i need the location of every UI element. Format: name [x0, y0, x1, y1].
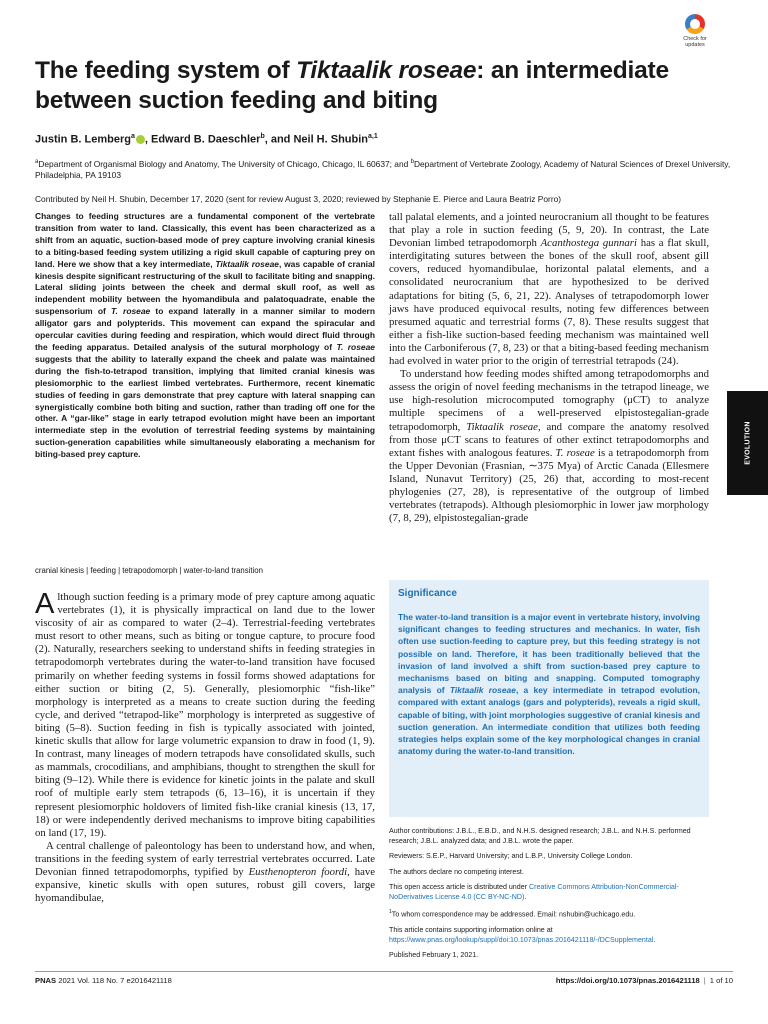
- license-link[interactable]: Creative Commons Attribution-NonCommercial-NoDerivatives License 4.0 (CC BY-NC-ND): [389, 882, 679, 902]
- footer-divider: [35, 971, 733, 972]
- body-text-right-column: tall palatal elements, and a jointed neurocranium all thought to be features that play a role in suction feeding (5, 9, 20). In contrast, the Late Devonian limbed tetrapodomorph Acanthostega gunnari has a flat skull, interdigitating sutures between the bones of the skull roof, absent gill covers, reduced hyomandibulae, horizontal palatal elements, and a consolidated neurocranium that are hypothesized to be derived adaptations for biting (5, 6, 21, 22). Analyses of tetrapodomorph lower jaws have produced equivocal results, noting few differences between presumed aquatic and terrestrial forms (7, 8). These results suggest that either a fish-like suction-based feeding mechanism was maintained well into the Carboniferous (7, 8, 23) or that a biting-based feeding mechanism had evolved in water prior to the origin of terrestrial tetrapods (24). To understand how feeding modes shifted among tetrapodomorphs and assess the origin of novel feeding mechanisms in the tetrapod lineage, we use high-resolution microcomputed tomography (μCT) to analyze multiple specimens of a well-preserved elpistostegalian-grade tetrapodomorph, Tiktaalik roseae, and compare the anatomy resolved from those μCT scans to features of other extinct tetrapodomorphs and extant fishes with analogous features. T. roseae is a tetrapodomorph from the Upper Devonian (Frasnian, ∼375 Mya) of Arctic Canada (Ellesmere Island, Nunavut Territory) (25, 26) that, according to most-recent phylogenies (27, 28), is representative of the outgroup of limbed vertebrates (tetrapods). Although plesiomorphic in lower jaw morphology (7, 8, 29), elpistostegalian-grade: [389, 211, 710, 525]
- affiliations: $^a$Department of Organismal Biology and Anatomy, The University of Chicago, Chicago, IL 60637; and $^b$Department of Vertebrate Zoology, Academy of Natural Sciences of Drexel University, Philadelphia, PA 19103: [35, 158, 731, 180]
- check-for-updates-badge[interactable]: [678, 14, 712, 48]
- significance-heading: Significance: [398, 588, 457, 599]
- contributed-by-line: Contributed by Neil H. Shubin, December 17, 2020 (sent for review August 3, 2020; reviewed by Stephanie E. Pierce and Laura Beatriz Porro): [35, 194, 562, 204]
- body-text-left-column: Although suction feeding is a primary mode of prey capture among aquatic vertebrates (1), it is physically impractical on land due to the lower viscosity of air as compared to water (2–4). Terrestrial-feeding vertebrates must resort to other means, such as biting or tongue capture, to procure food (2). Naturally, researchers seeking to understand shifts in feeding strategies in tetrapodomorph vertebrates during the water-to-land transition have focused primarily on whether feeding systems in fossil forms showed adaptations for either suction or biting (2, 5). Generally, plesiomorphic “fish-like” morphology is interpreted as a means to create suction during the feeding cycle, and derived “tetrapod-like” morphology is interpreted as suggestive of biting (5–8). Suction feeding in fish is typically associated with jointed, kinetic skulls that allow for large volumetric expansion to draw in food (1, 9). In contrast, many lineages of modern tetrapods have consolidated skulls, such as mammals, crocodilians, and amphibians, thought to strengthen the skull for biting (9–12). While there is evidence for kinetic joints in the palate and skull roof of multiple early stem tetrapods (6, 13–16), it is uncertain if they represent plesiomorphic holdovers of limited fish-like cranial kinesis (13, 17, 18) or were independently derived mechanisms to improve biting capabilities on land (17, 19). A central challenge of paleontology has been to understand how, and when, transitions in the feeding system of early terrestrial vertebrates occurred. Late Devonian finned tetrapodomorphs, typified by Eusthenopteron foordi, have expansive, kinetic skulls with open sutures, robust gill covers, large hyomandibulae,: [35, 588, 375, 905]
- section-tab-evolution: EVOLUTION: [727, 391, 768, 495]
- author-list: Justin B. Lemberg$^a$ , Edward B. Daeschler$^b$, and Neil H. Shubin$^{a,1}$: [35, 133, 378, 146]
- supplemental-link[interactable]: https://www.pnas.org/lookup/suppl/doi:10.1073/pnas.2016421118/-/DCSupplemental: [389, 935, 654, 944]
- doi-link[interactable]: https://doi.org/10.1073/pnas.2016421118: [555, 976, 700, 985]
- significance-box: [389, 580, 709, 817]
- drop-cap: A: [35, 588, 55, 620]
- supplemental-note: This article contains supporting information online at https://www.pnas.org/lookup/suppl/doi:10.1073/pnas.2016421118/-/DCSupplemental.: [389, 925, 656, 944]
- check-updates-label: Check for updates: [683, 36, 707, 48]
- orcid-icon[interactable]: [136, 135, 145, 144]
- keywords: cranial kinesis | feeding | tetrapodomorph | water-to-land transition: [35, 566, 263, 575]
- published-date: Published February 1, 2021.: [389, 951, 479, 960]
- significance-text: The water-to-land transition is a major event in vertebrate history, involving significant changes to feeding structures and mechanics. In water, fish often use suction-feeding to capture prey, but this feeding strategy is not possible on land. Therefore, it has been traditionally believed that the invasion of land involved a shift from suction-based prey capture to mechanisms based on biting and snapping. Computed tomography analysis of Tiktaalik roseae, a key intermediate in tetrapod evolution, compared with extant analogs (gars and polypterids), reveals a rigid skull, capable of biting, with joint morphologies suggestive of cranial kinesis and suction generation. An intermediate condition that utilizes both feeding strategies helps explain some of the key morphological changes in cranial anatomy during the water-to-land transition.: [398, 612, 700, 757]
- footer-doi-page: https://doi.org/10.1073/pnas.2016421118 | 1 of 10: [555, 976, 733, 985]
- page-number: 1 of 10: [709, 976, 733, 985]
- crossmark-icon: [685, 14, 705, 34]
- abstract: Changes to feeding structures are a fundamental component of the vertebrate transition from water to land. Classically, this event has been characterized as a shift from an aquatic, suction-based mode of prey capture involving cranial kinesis to a biting-based feeding system utilizing a rigid skull capable of capturing prey on land. Here we show that a key intermediate, Tiktaalik roseae, was capable of cranial kinesis despite significant restructuring of the skull to facilitate biting and snapping. Lateral sliding joints between the cheek and dermal skull roof, as well as independent mobility between the hyomandibula and palatoquadrate, enable the suspensorium of T. roseae to expand laterally in a manner similar to modern alligator gars and polypterids. This movement can expand the spiracular and opercular cavities during feeding and respiration, which would direct fluid through the feeding apparatus. Detailed analysis of the sutural morphology of T. roseae suggests that the ability to laterally expand the cheek and palate was maintained during the fish-to-tetrapod transition, implying that limited cranial kinesis was plesiomorphic to the earliest limbed vertebrates. Furthermore, recent kinematic studies of feeding in gars demonstrate that prey capture with lateral snapping can synergistically combine both biting and suction, rather than trading off one for the other. A “gar-like” stage in early tetrapod evolution might have been an important intermediate step in the evolution of terrestrial feeding systems by maintaining suction-generation capabilities while simultaneously elaborating a mechanism for biting-based prey capture.: [35, 211, 376, 460]
- author-contributions: Author contributions: J.B.L., E.B.D., and N.H.S. designed research; J.B.L. and N.H.S. performed research; J.B.L. analyzed data; and J.B.L. wrote the paper.: [389, 827, 691, 846]
- article-title: The feeding system of Tiktaalik roseae: an intermediate between suction feeding and biting: [35, 57, 669, 114]
- author-shubin[interactable]: Neil H. Shubin: [293, 133, 369, 146]
- footer-citation: PNAS 2021 Vol. 118 No. 7 e2016421118: [35, 976, 172, 985]
- competing-interest: The authors declare no competing interest.: [389, 867, 524, 876]
- author-lemberg[interactable]: Justin B. Lemberg: [35, 133, 131, 146]
- correspondence-note: $^1$To whom correspondence may be addressed. Email: nshubin@uchicago.edu.: [389, 909, 636, 919]
- author-daeschler[interactable]: Edward B. Daeschler: [151, 133, 261, 146]
- article-notes: [389, 826, 719, 965]
- reviewers-note: Reviewers: S.E.P., Harvard University; and L.B.P., University College London.: [389, 852, 633, 861]
- open-access-note: This open access article is distributed under Creative Commons Attribution-NonCommercial-NoDerivatives License 4.0 (CC BY-NC-ND).: [389, 882, 679, 902]
